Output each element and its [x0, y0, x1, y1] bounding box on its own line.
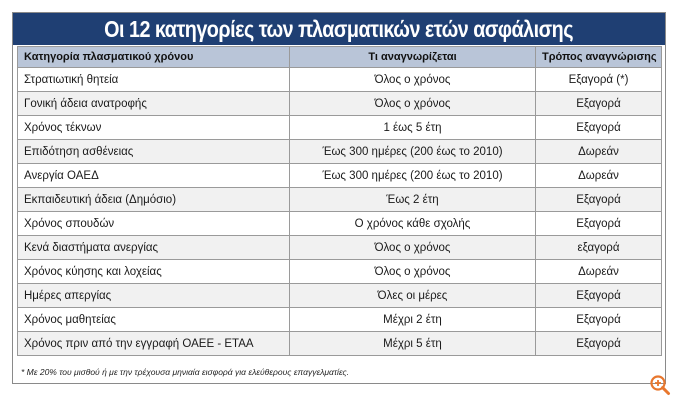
cell-method: εξαγορά	[536, 236, 662, 260]
table-header-row	[18, 47, 662, 68]
table-row	[18, 140, 662, 164]
cell-method: Εξαγορά	[536, 332, 662, 356]
cell-method: Δωρεάν	[536, 260, 662, 284]
header-recognized: Τι αναγνωρίζεται	[290, 47, 536, 68]
cell-category: Χρόνος πριν από την εγγραφή ΟΑΕΕ - ΕΤΑΑ	[18, 332, 290, 356]
zoom-in-icon[interactable]	[649, 374, 671, 396]
cell-recognized: Όλος ο χρόνος	[290, 92, 536, 116]
cell-recognized: Όλος ο χρόνος	[290, 236, 536, 260]
cell-category: Χρόνος σπουδών	[18, 212, 290, 236]
cell-recognized: Μέχρι 2 έτη	[290, 308, 536, 332]
cell-recognized: Όλος ο χρόνος	[290, 260, 536, 284]
table-title-bar	[13, 13, 665, 45]
cell-recognized: Έως 300 ημέρες (200 έως το 2010)	[290, 164, 536, 188]
cell-category: Ανεργία ΟΑΕΔ	[18, 164, 290, 188]
cell-method: Δωρεάν	[536, 164, 662, 188]
cell-category: Ημέρες απεργίας	[18, 284, 290, 308]
cell-category: Χρόνος μαθητείας	[18, 308, 290, 332]
infographic-table	[12, 12, 666, 384]
cell-category: Στρατιωτική θητεία	[18, 68, 290, 92]
table-row	[18, 332, 662, 356]
cell-category: Επιδότηση ασθένειας	[18, 140, 290, 164]
table-title: Οι 12 κατηγορίες των πλασματικών ετών ασφάλισης	[104, 15, 574, 42]
cell-method: Εξαγορά	[536, 212, 662, 236]
table-row	[18, 236, 662, 260]
cell-category: Χρόνος κύησης και λοχείας	[18, 260, 290, 284]
cell-recognized: Έως 300 ημέρες (200 έως το 2010)	[290, 140, 536, 164]
table-row	[18, 308, 662, 332]
cell-method: Εξαγορά (*)	[536, 68, 662, 92]
table-row	[18, 284, 662, 308]
cell-category: Εκπαιδευτική άδεια (Δημόσιο)	[18, 188, 290, 212]
cell-method: Εξαγορά	[536, 284, 662, 308]
cell-recognized: Όλες οι μέρες	[290, 284, 536, 308]
header-method: Τρόπος αναγνώρισης	[536, 47, 662, 68]
table-row	[18, 188, 662, 212]
cell-category: Χρόνος τέκνων	[18, 116, 290, 140]
cell-recognized: Όλος ο χρόνος	[290, 68, 536, 92]
cell-method: Εξαγορά	[536, 92, 662, 116]
table-row	[18, 68, 662, 92]
cell-recognized: Έως 2 έτη	[290, 188, 536, 212]
cell-method: Εξαγορά	[536, 308, 662, 332]
table-row	[18, 116, 662, 140]
footnote: * Με 20% του μισθού ή με την τρέχουσα μηνιαία εισφορά για ελεύθερους επαγγελματίες.	[21, 367, 349, 377]
table-row	[18, 164, 662, 188]
cell-recognized: Ο χρόνος κάθε σχολής	[290, 212, 536, 236]
table-row	[18, 92, 662, 116]
insurance-categories-table	[17, 46, 662, 356]
header-category: Κατηγορία πλασματικού χρόνου	[18, 47, 290, 68]
cell-recognized: 1 έως 5 έτη	[290, 116, 536, 140]
table-row	[18, 260, 662, 284]
cell-category: Κενά διαστήματα ανεργίας	[18, 236, 290, 260]
table-row	[18, 212, 662, 236]
cell-recognized: Μέχρι 5 έτη	[290, 332, 536, 356]
cell-method: Εξαγορά	[536, 188, 662, 212]
cell-method: Εξαγορά	[536, 116, 662, 140]
cell-category: Γονική άδεια ανατροφής	[18, 92, 290, 116]
cell-method: Δωρεάν	[536, 140, 662, 164]
